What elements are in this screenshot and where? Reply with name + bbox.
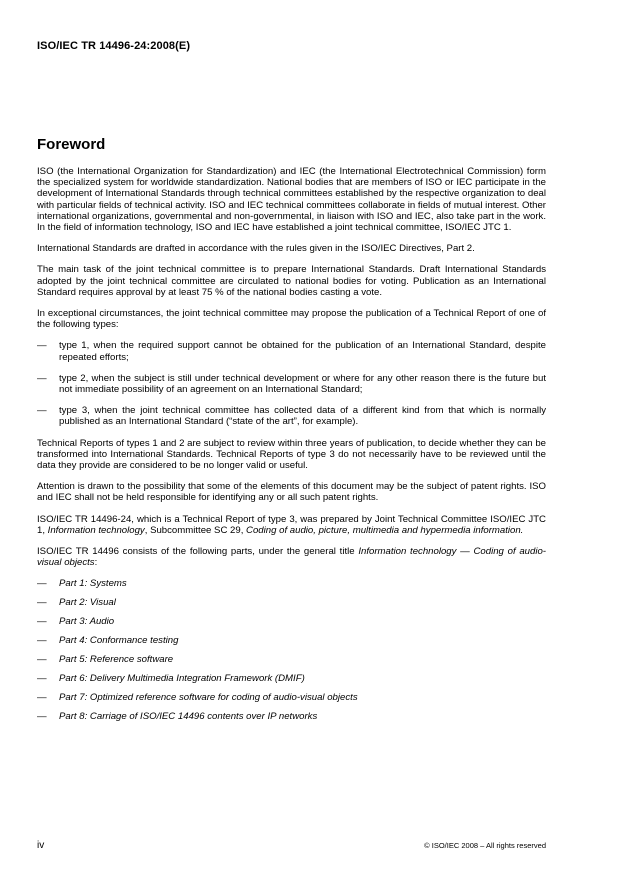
dash-bullet: — <box>37 372 47 384</box>
dash-bullet: — <box>37 635 47 647</box>
dash-bullet: — <box>37 654 47 666</box>
paragraph-main-task: The main task of the joint technical committee is to prepare International Standards. Draft International Standards adopted by the joint technical committee are circulated to national bodies for voting. Publication as an International Standard requires approval by at least 75 % of the national bodies casting a vote. <box>37 264 546 298</box>
report-type-item <box>37 340 546 362</box>
page-number: iv <box>37 840 45 851</box>
dash-bullet: — <box>37 597 47 609</box>
paragraph-directives: International Standards are drafted in accordance with the rules given in the ISO/IEC Directives, Part 2. <box>37 243 475 255</box>
part-title: Part 3: Audio <box>59 616 115 628</box>
paragraph-review: Technical Reports of types 1 and 2 are subject to review within three years of publication, to decide whether they can be transformed into International Standards. Technical Reports of type 3 do not necessarily have to be reviewed until the data they provide are considered to be no longer valid or useful. <box>37 437 546 472</box>
paragraph-parts-intro <box>37 546 546 568</box>
dash-bullet: — <box>37 673 47 685</box>
part-list-item <box>37 597 546 608</box>
prepared-by-text-2: , Subcommittee SC 29, <box>144 524 247 536</box>
part-list-item <box>37 711 546 722</box>
foreword-body <box>37 166 546 730</box>
part-title: Part 4: Conformance testing <box>59 635 179 647</box>
parts-intro-text: ISO/IEC TR 14496 consists of the following parts, under the general title <box>37 546 359 558</box>
document-id-header: ISO/IEC TR 14496-24:2008(E) <box>37 40 191 52</box>
report-type-item <box>37 405 546 427</box>
part-title: Part 1: Systems <box>59 578 127 590</box>
parts-list <box>37 578 546 722</box>
part-title: Part 8: Carriage of ISO/IEC 14496 contents over IP networks <box>59 711 318 723</box>
dash-bullet: — <box>37 578 47 590</box>
part-list-item <box>37 616 546 627</box>
dash-bullet: — <box>37 711 47 723</box>
part-list-item <box>37 635 546 646</box>
part-title: Part 7: Optimized reference software for coding of audio-visual objects <box>59 692 358 704</box>
section-title: Foreword <box>37 136 106 153</box>
dash-bullet: — <box>37 340 47 352</box>
report-type-item <box>37 373 546 395</box>
part-list-item <box>37 692 546 703</box>
part-list-item <box>37 578 546 589</box>
part-title: Part 6: Delivery Multimedia Integration Framework (DMIF) <box>59 673 305 685</box>
dash-bullet: — <box>37 616 47 628</box>
dash-bullet: — <box>37 692 47 704</box>
prepared-by-committee-title: Information technology <box>47 524 145 536</box>
report-type-text: type 3, when the joint technical committee has collected data of a different kind from that which is normally published as an International Standard (“state of the art”, for example). <box>59 405 546 428</box>
report-type-text: type 2, when the subject is still under technical development or where for any other reason there is the future but not immediate possibility of an agreement on an International Standard; <box>59 372 546 396</box>
paragraph-exceptional: In exceptional circumstances, the joint technical committee may propose the publication of a Technical Report of one of the following types: <box>37 308 546 331</box>
part-list-item <box>37 673 546 684</box>
paragraph-intro: ISO (the International Organization for Standardization) and IEC (the International Electrotechnical Commission) form the specialized system for worldwide standardization. National bodies that are members of ISO or IEC participate in the development of International Standards through technical committees established by the respective organization to deal with particular fields of technical activity. ISO and IEC technical committees collaborate in fields of mutual interest. Other international organizations, governmental and non-governmental, in liaison with ISO and IEC, also take part in the work. In the field of information technology, ISO and IEC have established a joint technical committee, ISO/IEC JTC 1. <box>37 166 546 234</box>
parts-intro-colon: : <box>94 557 98 569</box>
part-title: Part 2: Visual <box>59 597 116 609</box>
part-title: Part 5: Reference software <box>59 654 174 666</box>
prepared-by-subcommittee-title: Coding of audio, picture, multimedia and hypermedia information. <box>246 524 524 536</box>
dash-bullet: — <box>37 405 47 417</box>
paragraph-patent: Attention is drawn to the possibility that some of the elements of this document may be the subject of patent rights. ISO and IEC shall not be held responsible for identifying any or all such patent rights. <box>37 481 546 504</box>
paragraph-prepared-by <box>37 514 546 536</box>
parts-general-title: Information technology — Coding of audio-visual objects <box>37 546 547 569</box>
report-type-text: type 1, when the required support cannot be obtained for the publication of an International Standard, despite repeated efforts; <box>59 340 546 363</box>
copyright-notice: © ISO/IEC 2008 – All rights reserved <box>424 841 546 850</box>
part-list-item <box>37 654 546 665</box>
prepared-by-text-1: ISO/IEC TR 14496-24, which is a Technical Report of type 3, was prepared by Joint Technical Committee ISO/IEC JTC 1, <box>37 513 546 536</box>
